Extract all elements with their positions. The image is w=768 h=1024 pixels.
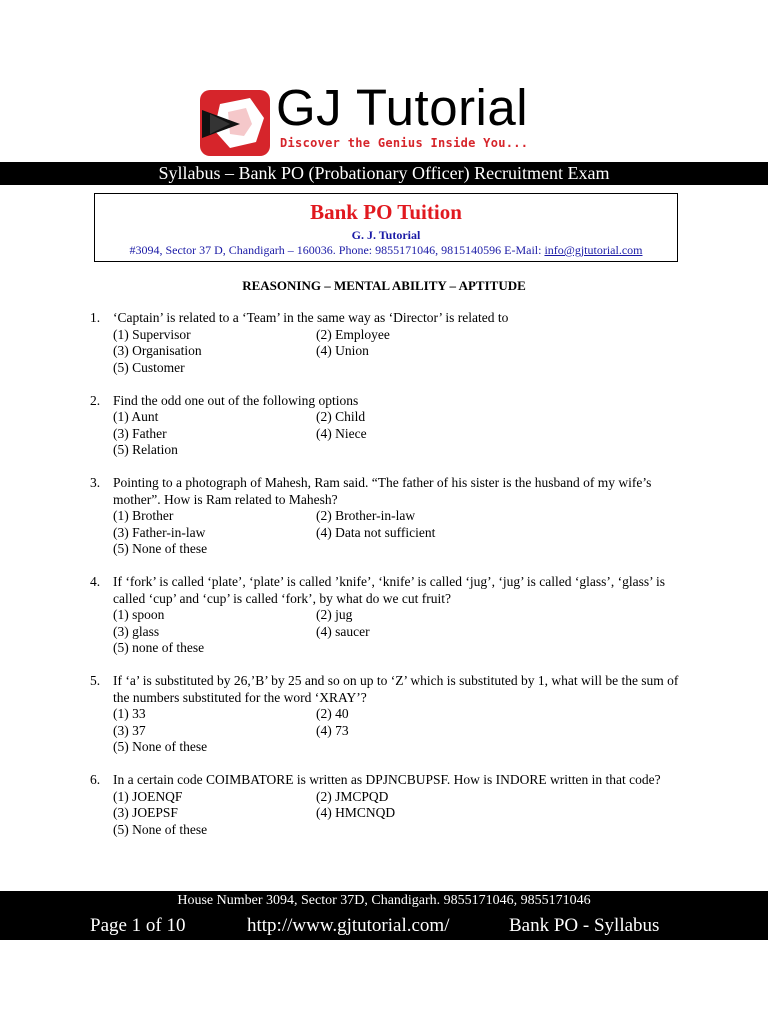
answer-option: (5) None of these [113,739,208,754]
question-text: Pointing to a photograph of Mahesh, Ram said. “The father of his sister is the husband of my wife’s mother”. How is Ram related to Mahesh? [113,475,652,507]
footer-address: House Number 3094, Sector 37D, Chandigarh. 9855171046, 9855171046 [177,893,591,908]
question-number: 6. [90,772,101,787]
answer-option: (1) Brother [113,508,174,523]
logo [200,79,580,158]
answer-option: (4) Data not sufficient [316,524,436,540]
question-text-row [90,475,690,508]
email-link[interactable]: info@gjtutorial.com [544,243,643,257]
answer-option: (1) Aunt [113,409,159,424]
answer-option: (4) HMCNQD [316,805,396,820]
answer-option: (2) Child [316,409,366,424]
answer-option: (5) Customer [113,359,185,375]
question-text-row [90,310,690,327]
info-box [94,193,678,262]
answer-option: (3) glass [113,623,160,639]
question-item [90,393,690,459]
question-item [90,574,690,657]
question-text: In a certain code COIMBATORE is written as DPJNCBUPSF. How is INDORE written in that code? [113,772,661,787]
answer-option: (2) Employee [316,326,390,342]
options-grid [113,508,690,558]
question-text: If ‘fork’ is called ‘plate’, ‘plate’ is called ’knife’, ‘knife’ is called ‘jug’, ‘jug’ is called ‘glass’, ‘glass’ is called ‘cup’ and ‘cup’ is called ‘fork’, by what do we cut fruit? [113,574,666,606]
answer-option: (1) spoon [113,607,165,622]
answer-option: (2) JMCPQD [316,788,389,804]
answer-option: (3) Father-in-law [113,524,206,540]
answer-option: (1) 33 [113,706,146,721]
answer-option: (3) Organisation [113,343,202,358]
question-item [90,772,690,838]
question-text-row [90,574,690,607]
address-text: #3094, Sector 37 D, Chandigarh – 160036. Phone: 9855171046, 9815140596 E-Mail: [129,243,545,257]
question-number: 4. [90,574,101,589]
footer [0,891,768,940]
question-number: 1. [90,310,101,325]
logo-emblem-icon [200,90,270,156]
answer-option: (2) Brother-in-law [316,508,416,523]
brand-tagline: Discover the Genius Inside You... [280,136,529,150]
question-item [90,475,690,558]
answer-option: (3) JOEPSF [113,805,178,820]
answer-option: (5) None of these [113,541,208,556]
footer-url-link[interactable]: http://www.gjtutorial.com/ [247,915,450,936]
answer-option: (3) 37 [113,722,146,738]
footer-doc-title: Bank PO - Syllabus [509,915,660,936]
section-title: REASONING – MENTAL ABILITY – APTITUDE [242,278,526,293]
brand-name: GJ Tutorial [276,79,529,136]
answer-option: (4) Niece [316,425,367,441]
answer-option: (1) JOENQF [113,788,183,804]
question-text-row [90,393,690,410]
info-org: G. J. Tutorial [351,228,421,242]
options-grid [113,607,690,657]
options-grid [113,327,690,377]
answer-option: (4) Union [316,343,369,358]
syllabus-title-bar: Syllabus – Bank PO (Probationary Officer) Recruitment Exam [0,162,768,185]
page-number: Page 1 of 10 [90,915,186,936]
question-text-row [90,673,690,706]
question-number: 3. [90,475,101,490]
answer-option: (5) None of these [113,821,208,837]
question-list [90,310,690,855]
question-number: 5. [90,673,101,688]
options-grid [113,409,690,459]
answer-option: (2) jug [316,607,353,622]
answer-option: (3) Father [113,425,167,441]
question-item [90,310,690,376]
answer-option: (5) Relation [113,442,178,457]
question-text: If ‘a’ is substituted by 26,’B’ by 25 and so on up to ‘Z’ which is substituted by 1, what will be the sum of the numbers substituted for the word ‘XRAY’? [113,673,679,705]
question-number: 2. [90,392,101,408]
answer-option: (4) 73 [316,722,349,738]
question-text: Find the odd one out of the following options [113,392,359,408]
info-address [95,243,677,258]
question-item [90,673,690,756]
answer-option: (1) Supervisor [113,326,191,342]
options-grid [113,706,690,756]
answer-option: (4) saucer [316,623,370,639]
info-title: Bank PO Tuition [310,200,462,224]
answer-option: (2) 40 [316,706,349,721]
options-grid [113,789,690,839]
question-text: ‘Captain’ is related to a ‘Team’ in the same way as ‘Director’ is related to [113,310,509,325]
question-text-row [90,772,690,789]
answer-option: (5) none of these [113,640,205,655]
